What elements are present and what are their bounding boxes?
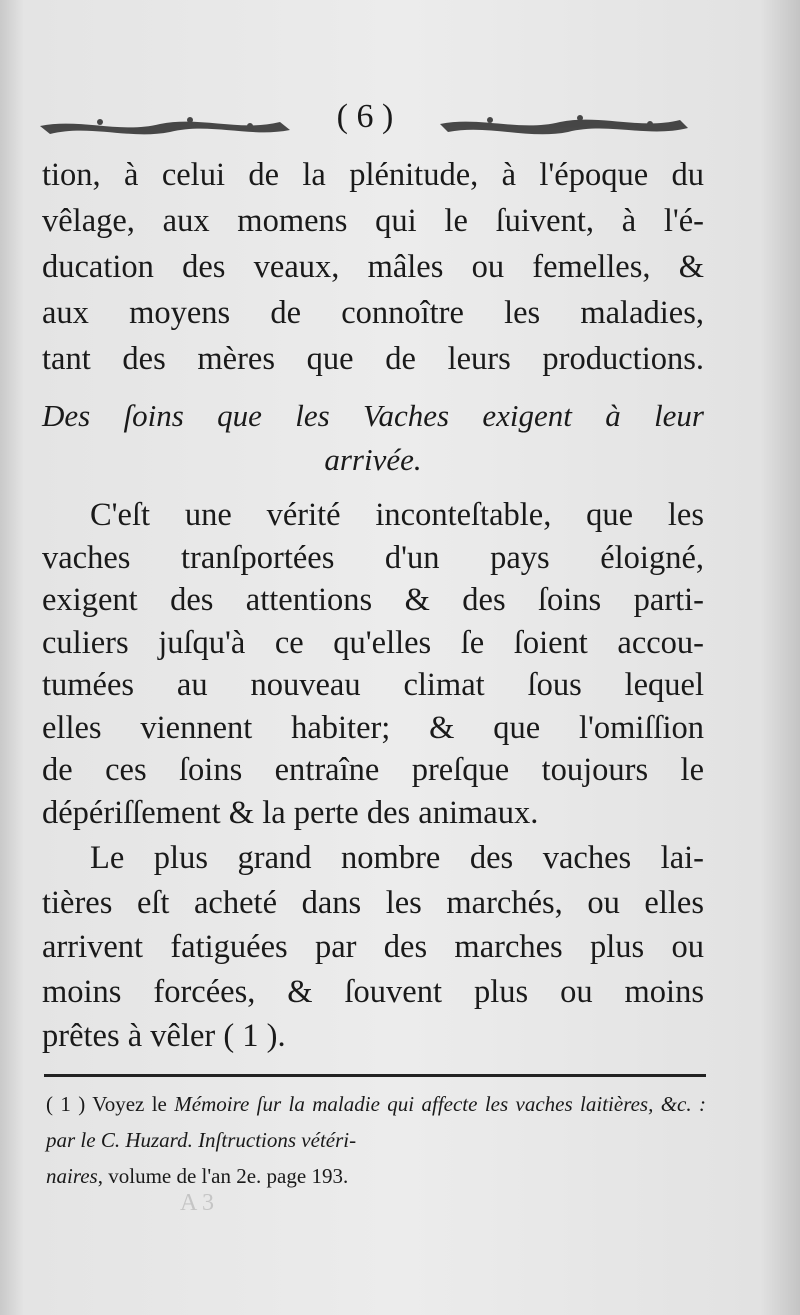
signature-mark: A 3 [180,1190,215,1216]
text-line: tumées au nouveau climat ſous lequel [42,667,704,703]
text-line: elles viennent habiter; & que l'omiſſion [42,709,704,746]
footnote-marker: ( 1 ) Voyez le [46,1092,175,1116]
paragraph-1 [42,152,704,382]
text-line: de ces ſoins entraîne preſque toujours le [42,752,704,788]
text-line: tion, à celui de la plénitude, à l'époque du [42,157,704,193]
text-line: exigent des attentions & des ſoins parti- [42,582,704,618]
paragraph-3 [42,836,704,1059]
text-line: tant des mères que de leurs productions. [42,341,704,377]
text-line: tières eſt acheté dans les marchés, ou elles [42,884,704,921]
footnote-rule [44,1074,706,1077]
text-line: aux moyens de connoître les maladies, [42,295,704,331]
footnote-rest: , volume de l'an 2e. page 193. [97,1164,349,1188]
paragraph-2 [42,494,704,834]
footnote-body [46,1086,706,1194]
text-line: dépériſſement & la perte des animaux. [42,794,539,831]
footnote [46,1086,706,1194]
heading-line-2: arrivée. [324,442,422,477]
heading-line-1: Des ſoins que les Vaches exigent à leur [42,398,704,433]
text-line: vaches tranſportées d'un pays éloigné, [42,539,704,576]
page-number: ( 6 ) [336,98,394,135]
text-line: C'eſt une vérité inconteſtable, que les [90,497,704,533]
footnote-italic: naires [46,1164,98,1188]
section-heading [42,394,704,482]
text-line: ducation des veaux, mâles ou femelles, & [42,249,704,285]
text-line: arrivent fatiguées par des marches plus ou [42,929,704,965]
text-line: vêlage, aux momens qui le ſuivent, à l'é- [42,203,704,239]
text-line: prêtes à vêler ( 1 ). [42,1018,286,1054]
text-line: moins forcées, & ſouvent plus ou moins [42,973,704,1010]
text-line: Le plus grand nombre des vaches lai- [90,840,704,876]
text-line: culiers juſqu'à ce qu'elles ſe ſoient accou- [42,624,704,661]
footnote-title: Mémoire ſur la maladie qui affecte les vaches laitières, &c. : par le C. Huzard. Inſtructions vétéri- [46,1092,706,1152]
